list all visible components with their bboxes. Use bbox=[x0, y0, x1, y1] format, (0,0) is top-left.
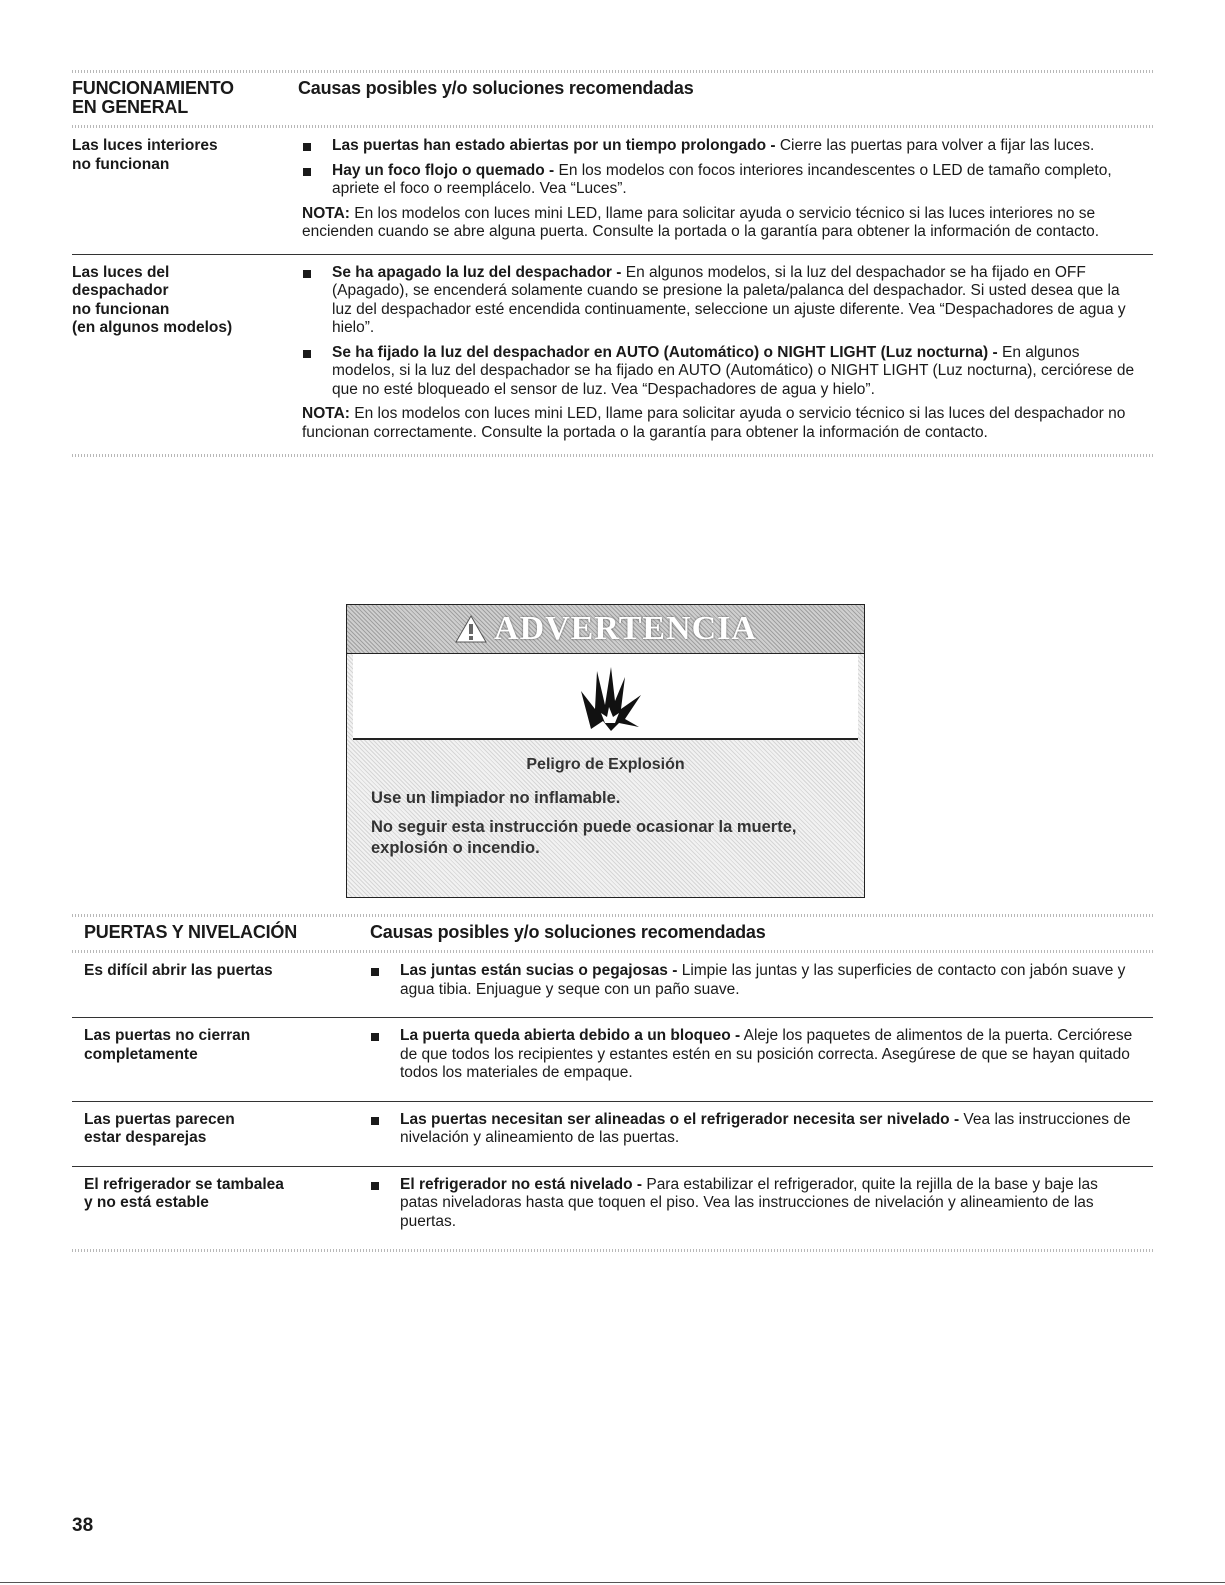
section-title-line: EN GENERAL bbox=[72, 97, 189, 117]
problem-line: completamente bbox=[84, 1045, 198, 1063]
cause-bold: Las juntas están sucias o pegajosas - bbox=[400, 962, 678, 979]
problem-line: Las puertas parecen bbox=[84, 1110, 235, 1128]
problem-line: y no está estable bbox=[84, 1194, 209, 1211]
problem-line: Las luces del bbox=[72, 263, 170, 281]
table-row bbox=[72, 1167, 1153, 1250]
solution-text: Aleje los paquetes de alimentos de la puerta. Cerciórese de que todos los recipientes y estantes estén en su posición correcta. Asegúrese de que se hayan quitado todos los materiales de empaque. bbox=[400, 1027, 1133, 1081]
solution-bullet bbox=[370, 1111, 1140, 1148]
warning-instruction: Use un limpiador no inflamable. bbox=[371, 789, 621, 807]
bullet-square-icon bbox=[371, 1182, 379, 1190]
section-title-line: FUNCIONAMIENTO bbox=[72, 78, 234, 98]
warning-box bbox=[346, 604, 865, 898]
warning-triangle-icon bbox=[454, 614, 488, 644]
solution-text: En algunos modelos, si la luz del despachador se ha fijado en AUTO (Automático) o NIGHT LIGHT (Luz nocturna), cerciórese de que no esté bloqueado el sensor de luz. Vea “Despachadores de agua y hielo”. bbox=[332, 343, 1135, 398]
cause-bold: La puerta queda abierta debido a un bloqueo - bbox=[400, 1027, 741, 1044]
explosion-icon bbox=[561, 661, 651, 731]
note-label: NOTA: bbox=[302, 204, 350, 222]
cause-bold: Se ha fijado la luz del despachador en AUTO (Automático) o NIGHT LIGHT (Luz nocturna) - bbox=[332, 343, 998, 361]
bullet-square-icon bbox=[371, 1117, 379, 1125]
note bbox=[302, 205, 1142, 242]
problem-line: (en algunos modelos) bbox=[72, 319, 233, 336]
bullet-square-icon bbox=[371, 1033, 379, 1041]
note bbox=[302, 405, 1142, 442]
cause-bold: Se ha apagado la luz del despachador - bbox=[332, 263, 622, 281]
problem-line: no funcionan bbox=[72, 300, 170, 318]
cause-bold: Las puertas necesitan ser alineadas o el refrigerador necesita ser nivelado - bbox=[400, 1110, 960, 1128]
table-row bbox=[72, 1018, 1153, 1101]
solution-bullet bbox=[370, 1027, 1140, 1083]
solution-bullet bbox=[302, 344, 1142, 400]
solution-bullet bbox=[370, 1176, 1140, 1232]
problem-label bbox=[84, 1111, 370, 1148]
section-title bbox=[72, 79, 298, 117]
solution-text: En algunos modelos, si la luz del despachador se ha fijado en OFF (Apagado), se encenderá solamente cuando se presione la paleta/palanca del despachador. Si usted desea que la luz del despachador esté encendida continuamente, seleccione un ajuste diferente. Vea “Despachadores de agua y hielo”. bbox=[332, 263, 1126, 336]
note-text: En los modelos con luces mini LED, llame para solicitar ayuda o servicio técnico si las luces interiores no se encienden cuando se abre alguna puerta. Consulte la portada o la garantía para obtener la información de contacto. bbox=[302, 204, 1100, 240]
warning-text-pane bbox=[347, 740, 864, 859]
solution-bullet bbox=[370, 962, 1140, 999]
explosion-icon-pane bbox=[353, 654, 858, 740]
table-row bbox=[72, 128, 1153, 254]
bullet-square-icon bbox=[303, 350, 311, 358]
solution-text: En los modelos con focos interiores incandescentes o LED de tamaño completo, apriete el foco o reemplácelo. Vea “Luces”. bbox=[332, 161, 1112, 197]
cause-bold: Hay un foco flojo o quemado - bbox=[332, 161, 555, 179]
warning-title: Peligro de Explosión bbox=[526, 756, 685, 773]
table-row bbox=[72, 953, 1153, 1017]
bullet-square-icon bbox=[303, 168, 311, 176]
table-row bbox=[72, 1102, 1153, 1166]
solution-text: Para estabilizar el refrigerador, quite la rejilla de la base y baje las patas niveladoras hasta que toquen el piso. Vea las instrucciones de nivelación y alineamiento de las puertas. bbox=[400, 1175, 1098, 1230]
problem-line: estar desparejas bbox=[84, 1129, 207, 1146]
solution-text: Limpie las juntas y las superficies de contacto con jabón suave y agua tibia. Enjuague y seque con un paño suave. bbox=[400, 962, 1126, 998]
section-header bbox=[72, 73, 1153, 125]
solution-cell bbox=[370, 1176, 1140, 1238]
warning-banner bbox=[347, 605, 864, 654]
warning-consequence: No seguir esta instrucción puede ocasionar la muerte, explosión o incendio. bbox=[371, 818, 797, 857]
solution-cell bbox=[370, 1027, 1140, 1089]
solution-text: Vea las instrucciones de nivelación y alineamiento de las puertas. bbox=[400, 1110, 1131, 1146]
problem-line: Las luces interiores bbox=[72, 137, 218, 154]
column-header: Causas posibles y/o soluciones recomendadas bbox=[370, 922, 766, 942]
cause-bold: Las puertas han estado abiertas por un tiempo prolongado - bbox=[332, 137, 776, 154]
problem-line: Las puertas no cierran bbox=[84, 1027, 251, 1044]
problem-line: despachador bbox=[72, 282, 169, 299]
solution-bullet bbox=[302, 137, 1142, 156]
solution-text: Cierre las puertas para volver a fijar las luces. bbox=[775, 137, 1095, 154]
solution-cell bbox=[370, 962, 1140, 1005]
solution-bullet bbox=[302, 264, 1142, 338]
problem-line: El refrigerador se tambalea bbox=[84, 1175, 284, 1193]
troubleshooting-general bbox=[72, 70, 1153, 457]
problem-line: Es difícil abrir las puertas bbox=[84, 962, 273, 979]
problem-label bbox=[72, 264, 302, 338]
problem-label bbox=[72, 137, 302, 174]
solution-bullet bbox=[302, 162, 1142, 199]
section-header bbox=[72, 917, 1153, 950]
table-row bbox=[72, 255, 1153, 455]
bullet-square-icon bbox=[303, 143, 311, 151]
problem-label bbox=[84, 962, 370, 981]
bullet-square-icon bbox=[371, 968, 379, 976]
solution-cell bbox=[302, 137, 1142, 242]
bullet-square-icon bbox=[303, 270, 311, 278]
hatch-rule bbox=[72, 1249, 1153, 1252]
bottom-rule bbox=[0, 1582, 1225, 1583]
troubleshooting-doors bbox=[72, 914, 1153, 1252]
problem-line: no funcionan bbox=[72, 155, 170, 173]
note-text: En los modelos con luces mini LED, llame para solicitar ayuda o servicio técnico si las luces del despachador no funcionan correctamente. Consulte la portada o la garantía para obtener la información de contacto. bbox=[302, 405, 1126, 441]
page-number: 38 bbox=[72, 1515, 94, 1536]
column-header: Causas posibles y/o soluciones recomendadas bbox=[298, 78, 694, 98]
solution-cell bbox=[302, 264, 1142, 443]
warning-banner-text: ADVERTENCIA bbox=[494, 610, 757, 647]
section-title: PUERTAS Y NIVELACIÓN bbox=[84, 922, 298, 942]
cause-bold: El refrigerador no está nivelado - bbox=[400, 1175, 643, 1193]
problem-label bbox=[84, 1027, 370, 1064]
problem-label bbox=[84, 1176, 370, 1213]
hatch-rule bbox=[72, 454, 1153, 457]
solution-cell bbox=[370, 1111, 1140, 1154]
note-label: NOTA: bbox=[302, 405, 350, 422]
